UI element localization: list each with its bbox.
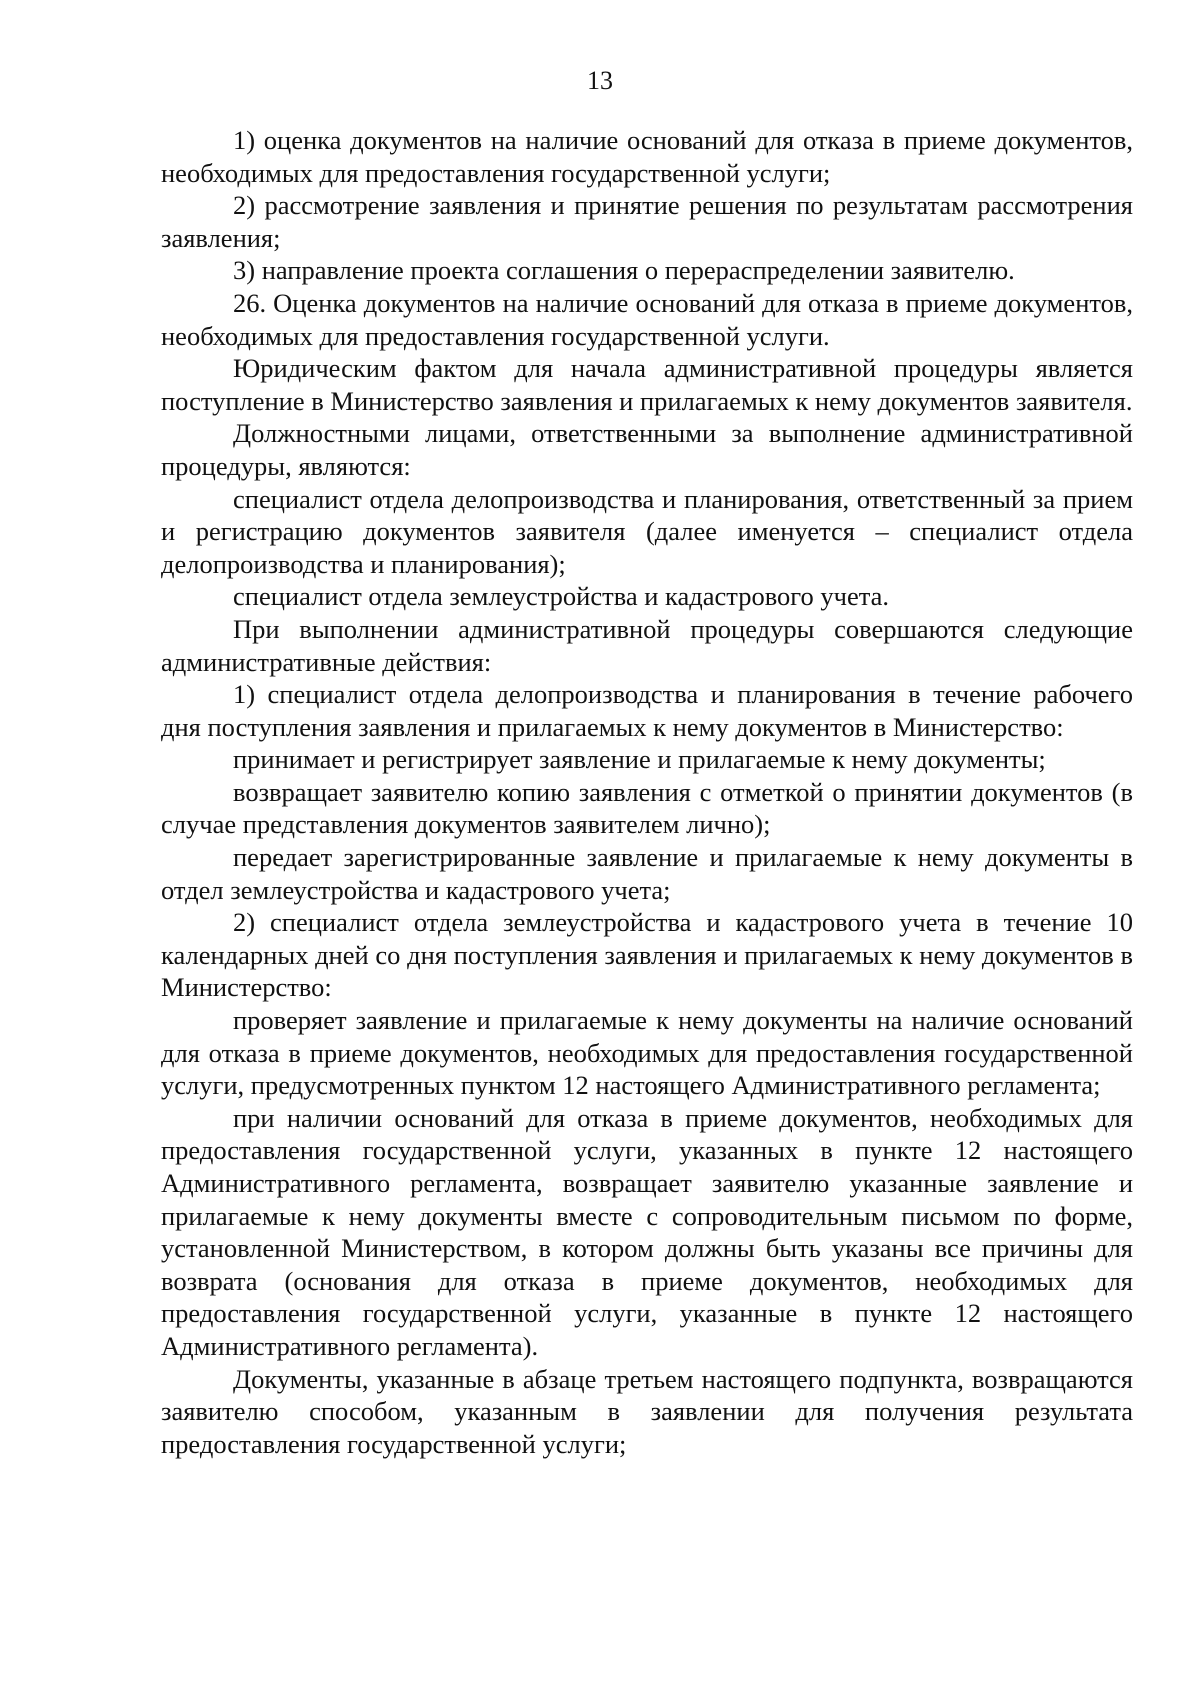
paragraph-1: 1) оценка документов на наличие оснований для отказа в приеме документов, необходимых для предоставления государственной услуги; bbox=[161, 125, 1133, 188]
paragraph-3: 3) направление проекта соглашения о перераспределении заявителю. bbox=[233, 255, 1015, 286]
paragraph-9: При выполнении административной процедуры совершаются следующие административные действия: bbox=[161, 613, 1133, 677]
paragraph-16: при наличии оснований для отказа в приеме документов, необходимых для предоставления государственной услуги, указанных в пункте 12 настоящего Административного регламента, возвращает заявителю указанные заявление и прилагаемые к нему документы вместе с сопроводительным письмом по форме, установленной Министерством, в котором должны быть указаны все причины для возврата (основания для отказа в приеме документов, необходимых для предоставления государственной услуги, указанные в пункте 12 настоящего Административного регламента). bbox=[161, 1102, 1133, 1361]
paragraph-13: передает зарегистрированные заявление и прилагаемые к нему документы в отдел землеустройства и кадастрового учета; bbox=[161, 842, 1133, 905]
paragraph-6: Должностными лицами, ответственными за выполнение административной процедуры, являются: bbox=[161, 418, 1133, 481]
paragraph-11: принимает и регистрирует заявление и прилагаемые к нему документы; bbox=[233, 744, 1046, 775]
paragraph-4: 26. Оценка документов на наличие оснований для отказа в приеме документов, необходимых для предоставления государственной услуги. bbox=[161, 287, 1133, 351]
page-number: 13 bbox=[587, 66, 613, 95]
paragraph-15: проверяет заявление и прилагаемые к нему документы на наличие оснований для отказа в приеме документов, необходимых для предоставления государственной услуги, предусмотренных пунктом 12 настоящего Административного регламента; bbox=[161, 1005, 1133, 1101]
paragraph-17: Документы, указанные в абзаце третьем настоящего подпункта, возвращаются заявителю способом, указанным в заявлении для получения результата предоставления государственной услуги; bbox=[161, 1363, 1133, 1459]
paragraph-12: возвращает заявителю копию заявления с отметкой о принятии документов (в случае представления документов заявителем лично); bbox=[161, 776, 1133, 840]
paragraph-5: Юридическим фактом для начала административной процедуры является поступление в Министерство заявления и прилагаемых к нему документов заявителя. bbox=[161, 353, 1133, 416]
paragraph-7: специалист отдела делопроизводства и планирования, ответственный за прием и регистрацию документов заявителя (далее именуется – специалист отдела делопроизводства и планирования); bbox=[161, 483, 1133, 579]
document-body bbox=[161, 124, 1133, 1460]
paragraph-14: 2) специалист отдела землеустройства и кадастрового учета в течение 10 календарных дней со дня поступления заявления и прилагаемых к нему документов в Министерство: bbox=[161, 907, 1133, 1003]
paragraph-10: 1) специалист отдела делопроизводства и планирования в течение рабочего дня поступления заявления и прилагаемых к нему документов в Министерство: bbox=[161, 679, 1133, 742]
paragraph-8: специалист отдела землеустройства и кадастрового учета. bbox=[233, 581, 889, 612]
paragraph-2: 2) рассмотрение заявления и принятие решения по результатам рассмотрения заявления; bbox=[161, 190, 1133, 253]
